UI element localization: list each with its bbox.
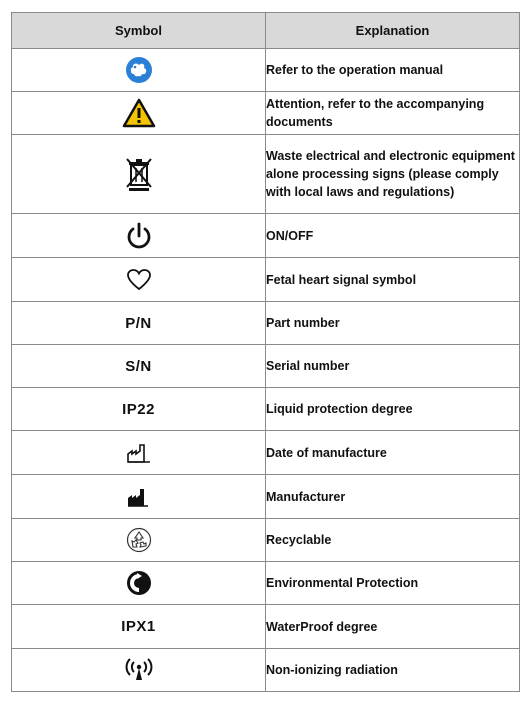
table-row bbox=[12, 302, 520, 345]
symbol-cell bbox=[12, 562, 266, 605]
explanation-cell: Waste electrical and electronic equipment alone processing signs (please comply with local laws and regulations) bbox=[266, 135, 520, 214]
heart-icon bbox=[126, 268, 152, 292]
date-of-manufacture-icon bbox=[126, 442, 152, 464]
warning-triangle-icon bbox=[122, 98, 156, 128]
table-row bbox=[12, 135, 520, 214]
explanation-cell: Date of manufacture bbox=[266, 431, 520, 475]
table-row bbox=[12, 649, 520, 692]
symbol-cell bbox=[12, 49, 266, 92]
ip22-symbol: IP22 bbox=[12, 388, 266, 431]
explanation-cell: Part number bbox=[266, 302, 520, 345]
table-row bbox=[12, 214, 520, 258]
symbol-cell bbox=[12, 135, 266, 214]
symbol-cell bbox=[12, 475, 266, 519]
power-icon bbox=[126, 222, 152, 250]
serial-number-symbol: S/N bbox=[12, 345, 266, 388]
ipx1-symbol: IPX1 bbox=[12, 605, 266, 649]
header-symbol: Symbol bbox=[12, 13, 266, 49]
table-row bbox=[12, 345, 520, 388]
explanation-cell: Refer to the operation manual bbox=[266, 49, 520, 92]
explanation-cell: ON/OFF bbox=[266, 214, 520, 258]
explanation-cell: Non-ionizing radiation bbox=[266, 649, 520, 692]
table-row bbox=[12, 431, 520, 475]
table-row bbox=[12, 562, 520, 605]
explanation-cell: Liquid protection degree bbox=[266, 388, 520, 431]
green-dot-icon bbox=[126, 570, 152, 596]
header-explanation: Explanation bbox=[266, 13, 520, 49]
symbol-cell bbox=[12, 258, 266, 302]
weee-crossed-bin-icon bbox=[125, 157, 153, 191]
non-ionizing-radiation-icon bbox=[124, 658, 154, 682]
recycle-icon bbox=[126, 527, 152, 553]
symbol-cell bbox=[12, 431, 266, 475]
table-row bbox=[12, 605, 520, 649]
explanation-cell: Environmental Protection bbox=[266, 562, 520, 605]
table-row bbox=[12, 388, 520, 431]
table-row bbox=[12, 258, 520, 302]
explanation-cell: Recyclable bbox=[266, 519, 520, 562]
table-row bbox=[12, 519, 520, 562]
symbol-table bbox=[11, 12, 520, 692]
table-row bbox=[12, 92, 520, 135]
symbol-cell bbox=[12, 519, 266, 562]
explanation-cell: WaterProof degree bbox=[266, 605, 520, 649]
explanation-cell: Serial number bbox=[266, 345, 520, 388]
part-number-symbol: P/N bbox=[12, 302, 266, 345]
operation-manual-icon bbox=[125, 56, 153, 84]
explanation-cell: Attention, refer to the accompanying documents bbox=[266, 92, 520, 135]
symbol-cell bbox=[12, 649, 266, 692]
explanation-cell: Manufacturer bbox=[266, 475, 520, 519]
manufacturer-icon bbox=[126, 486, 152, 508]
table-header-row bbox=[12, 13, 520, 49]
table-row bbox=[12, 49, 520, 92]
symbol-cell bbox=[12, 92, 266, 135]
explanation-cell: Fetal heart signal symbol bbox=[266, 258, 520, 302]
symbol-cell bbox=[12, 214, 266, 258]
table-row bbox=[12, 475, 520, 519]
